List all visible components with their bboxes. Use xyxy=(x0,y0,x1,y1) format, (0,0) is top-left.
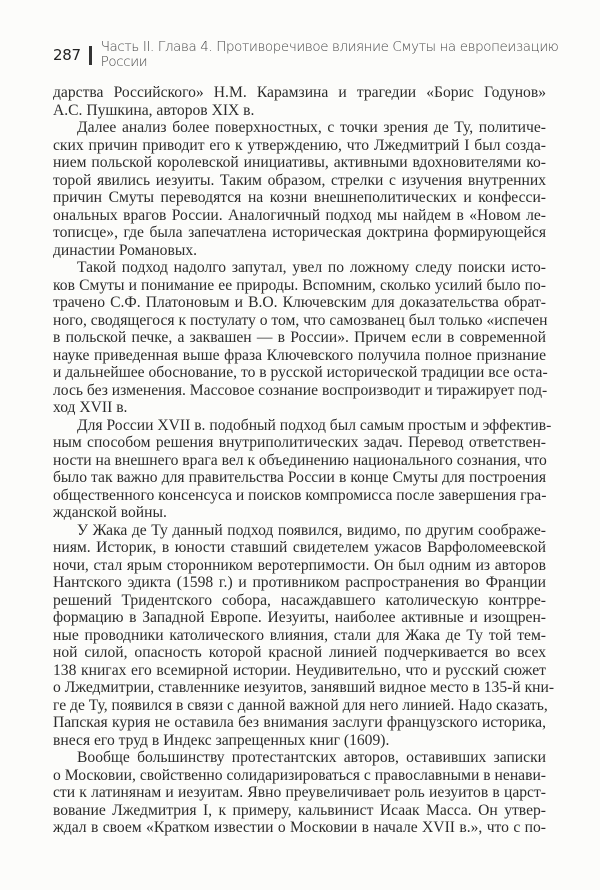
text-line: А.С. Пушкина, авторов XIX в. xyxy=(53,101,255,119)
text-line: Такой подход надолго запутал, увел по ложному следу поиски исто- xyxy=(77,259,546,276)
text-line: 138 книгах его всемирной истории. Неудивительно, что и русский сюжет xyxy=(53,661,546,679)
text-line: Вообще большинству протестантских авторов, оставивших записки xyxy=(77,749,546,766)
text-line: торой явились иезуиты. Таким образом, стрелки с изучения внутренних xyxy=(53,171,546,189)
paragraph xyxy=(53,119,546,259)
text-line: вование Лжедмитрия I, к примеру, кальвинист Исаак Масса. Он утвер- xyxy=(53,801,546,819)
paragraph xyxy=(53,521,555,750)
text-line: сти к латинянам и иезуитам. Явно преувеличивает роль иезуитов в царст- xyxy=(53,784,546,801)
text-line: общественного консенсуса и поисков компромисса после завершения гра- xyxy=(53,486,547,504)
text-line: ков Смуты и понимание ее природы. Вспомним, сколько усилий было по- xyxy=(53,276,546,294)
text-line: внеся его труд в Индекс запрещенных книг (1609). xyxy=(53,731,390,749)
text-line: Нантского эдикта (1598 г.) и противником распространения во Франции xyxy=(53,574,546,591)
text-line: Для России XVII в. подобный подход был самым простым и эффектив- xyxy=(77,416,552,434)
text-line: Далее анализ более поверхностных, с точки зрения де Ту, политиче- xyxy=(77,119,546,136)
paragraph xyxy=(53,416,552,522)
text-line: науке приведенная выше фраза Ключевского получила полное признание xyxy=(53,346,546,364)
text-line: нием польской королевской инициативы, активными вдохновителями ко- xyxy=(53,154,546,171)
text-line: было так важно для правительства России в конце Смуты для построения xyxy=(53,469,546,486)
text-line: ских причин приводит его к утверждению, что Лжедмитрий I был созда- xyxy=(53,136,546,154)
text-line: о Московии, свойственно солидаризироваться с православными в ненави- xyxy=(53,766,546,784)
text-line: причин Смуты переводятся на козни внешнеполитических и конфесси- xyxy=(53,189,546,206)
text-line: ности на внешнего врага вел к объединению национального сознания, что xyxy=(53,451,547,469)
text-line: ные проводники католического влияния, стали для Жака де Ту той тем- xyxy=(53,626,546,644)
text-line: решений Тридентского собора, насаждавшего католическую контрре- xyxy=(53,591,546,609)
header-divider xyxy=(89,46,92,65)
text-line: ональных врагов России. Аналогичный подход мы найдем в «Новом ле- xyxy=(53,206,546,224)
paragraph xyxy=(53,259,546,417)
text-line: ночи, стал ярым сторонником веротерпимости. Он был одним из авторов xyxy=(53,556,546,574)
text-line: Папская курия не оставила без внимания заслуги французского историка, xyxy=(53,714,546,731)
running-header xyxy=(53,40,600,70)
text-line: ного, сводящегося к постулату о том, что самозванец был только «испечен xyxy=(53,311,548,329)
text-line: и дальнейшее обоснование, то в русской исторической традиции все оста- xyxy=(53,364,548,381)
text-line: дарства Российского» Н.М. Карамзина и трагедии «Борис Годунов» xyxy=(53,84,546,101)
page-body xyxy=(53,84,555,837)
text-line: лось без изменения. Массовое сознание воспроизводит и тиражирует под- xyxy=(53,381,548,399)
text-line: формацию в Западной Европе. Иезуиты, наиболее активные и изощрен- xyxy=(53,609,546,626)
text-line: жданской войны. xyxy=(53,504,167,521)
running-title: Часть II. Глава 4. Противоречивое влияние Смуты на европеизацию России xyxy=(100,40,559,70)
text-line: трачено С.Ф. Платоновым и В.О. Ключевским для доказательства обрат- xyxy=(53,294,546,311)
text-line: У Жака де Ту данный подход появился, видимо, по другим соображе- xyxy=(77,521,546,539)
paragraph xyxy=(53,84,546,119)
text-line: тописце», где была запечатлена историческая доктрина формирующейся xyxy=(53,224,546,241)
text-line: ход XVII в. xyxy=(53,399,128,416)
text-line: о Лжедмитрии, ставленнике иезуитов, занявший видное место в 135-й кни- xyxy=(53,679,555,696)
text-line: династии Романовых. xyxy=(53,241,198,259)
paragraph xyxy=(53,749,546,837)
page-number: 287 xyxy=(53,46,81,64)
text-line: ным способом решения внутриполитических задач. Перевод ответствен- xyxy=(53,434,546,451)
text-line: ге де Ту, появился в связи с данной важной для него линией. Надо сказать, xyxy=(53,696,548,714)
text-line: ной силой, опасность которой красной линией подчеркивается во всех xyxy=(53,644,546,661)
text-line: ниям. Историк, в юности ставший свидетелем ужасов Варфоломеевской xyxy=(53,539,546,556)
text-line: ждал в своем «Кратком известии о Московии в начале XVII в.», что с по- xyxy=(53,819,546,836)
text-line: в польской печке, а заквашен — в России». Причем если в современной xyxy=(53,329,546,346)
